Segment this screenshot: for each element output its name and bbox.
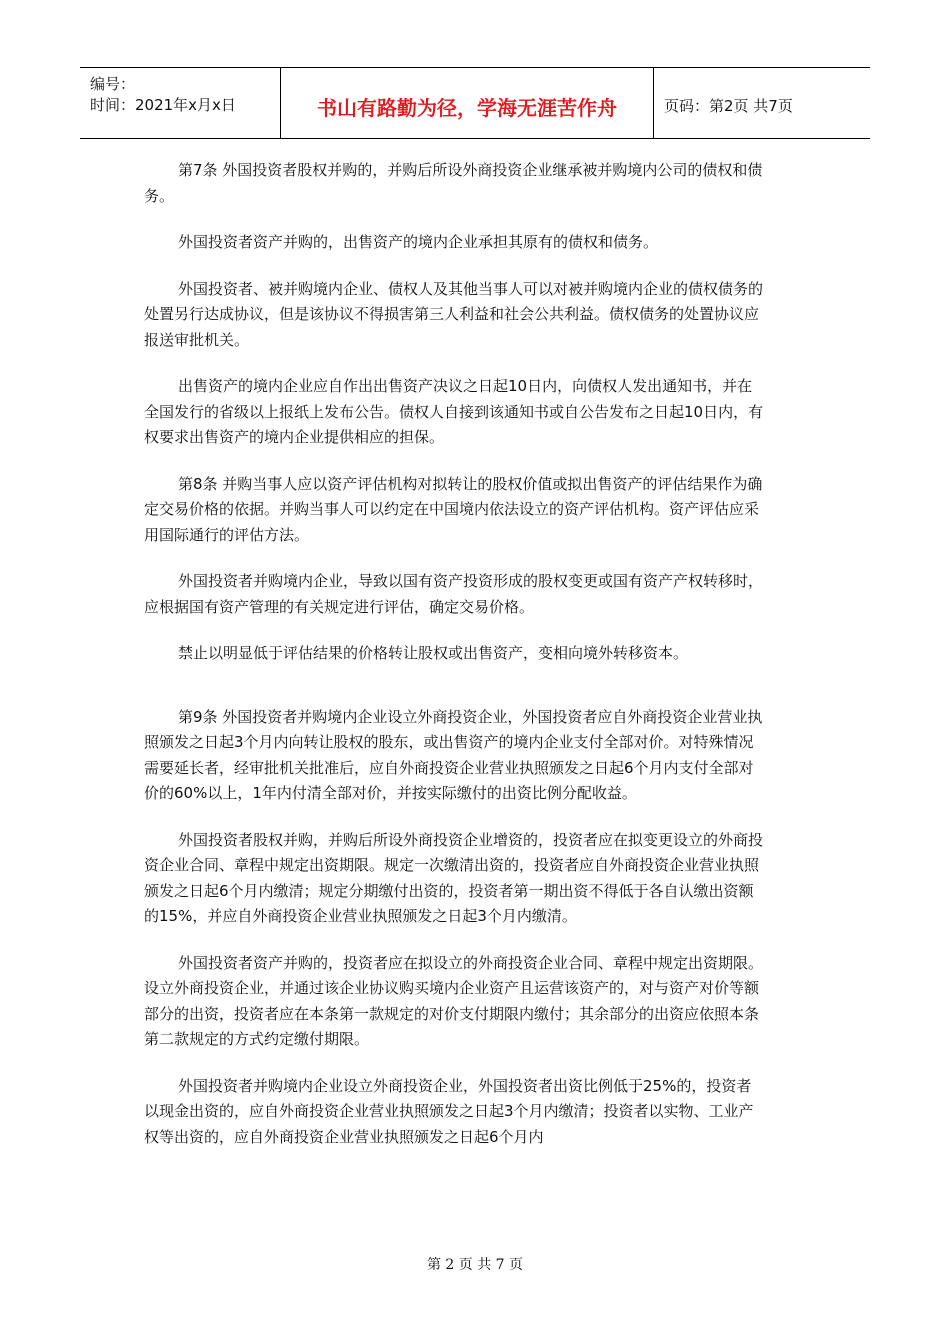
document-body bbox=[144, 158, 764, 1171]
article-8-paragraph: 第8条 并购当事人应以资产评估机构对拟转让的股权价值或拟出售资产的评估结果作为确定交易价格的依据。并购当事人可以约定在中国境内依法设立的资产评估机构。资产评估应采用国际通行的评估方法。 bbox=[144, 474, 763, 544]
date-label: 时间：2021年x月x日 bbox=[90, 96, 236, 114]
paragraph: 外国投资者股权并购，并购后所设外商投资企业增资的，投资者应在拟变更设立的外商投资企业合同、章程中规定出资期限。规定一次缴清出资的，投资者应自外商投资企业营业执照颁发之日起6个月内缴清；规定分期缴付出资的，投资者第一期出资不得低于各自认缴出资额的15%，并应自外商投资企业营业执照颁发之日起3个月内缴清。 bbox=[144, 830, 764, 925]
motto-text: 书山有路勤为径，学海无涯苦作舟 bbox=[317, 96, 617, 120]
article-9-paragraph: 第9条 外国投资者并购境内企业设立外商投资企业，外国投资者应自外商投资企业营业执照颁发之日起3个月内向转让股权的股东，或出售资产的境内企业支付全部对价。对特殊情况需要延长者，经审批机关批准后，应自外商投资企业营业执照颁发之日起6个月内支付全部对价的60%以上，1年内付清全部对价，并按实际缴付的出资比例分配收益。 bbox=[144, 707, 763, 802]
header-info-cell bbox=[80, 68, 281, 138]
page-header bbox=[80, 67, 870, 139]
paragraph: 外国投资者资产并购的，出售资产的境内企业承担其原有的债权和债务。 bbox=[178, 233, 659, 251]
paragraph: 出售资产的境内企业应自作出出售资产决议之日起10日内，向债权人发出通知书，并在全国发行的省级以上报纸上发布公告。债权人自接到该通知书或自公告发布之日起10日内，有权要求出售资产的境内企业提供相应的担保。 bbox=[144, 377, 764, 446]
number-label: 编号： bbox=[90, 75, 136, 93]
page-footer: 第 2 页 共 7 页 bbox=[426, 1257, 524, 1273]
header-page-cell bbox=[654, 68, 870, 138]
paragraph: 外国投资者并购境内企业，导致以国有资产投资形成的股权变更或国有资产产权转移时，应根据国有资产管理的有关规定进行评估，确定交易价格。 bbox=[144, 572, 764, 616]
paragraph: 禁止以明显低于评估结果的价格转让股权或出售资产，变相向境外转移资本。 bbox=[178, 644, 689, 662]
paragraph: 外国投资者并购境内企业设立外商投资企业，外国投资者出资比例低于25%的，投资者以现金出资的，应自外商投资企业营业执照颁发之日起3个月内缴清；投资者以实物、工业产权等出资的，应自外商投资企业营业执照颁发之日起6个月内 bbox=[144, 1076, 754, 1146]
page-number-label: 页码：第2页 共7页 bbox=[664, 97, 793, 115]
paragraph: 外国投资者、被并购境内企业、债权人及其他当事人可以对被并购境内企业的债权债务的处置另行达成协议，但是该协议不得损害第三人利益和社会公共利益。债权债务的处置协议应报送审批机关。 bbox=[144, 279, 764, 349]
article-7-paragraph: 第7条 外国投资者股权并购的，并购后所设外商投资企业继承被并购境内公司的债权和债务。 bbox=[144, 161, 763, 205]
header-motto-cell bbox=[281, 68, 654, 138]
paragraph: 外国投资者资产并购的，投资者应在拟设立的外商投资企业合同、章程中规定出资期限。设立外商投资企业，并通过该企业协议购买境内企业资产且运营该资产的，对与资产对价等额部分的出资，投资者应在本条第一款规定的对价支付期限内缴付；其余部分的出资应依照本条第二款规定的方式约定缴付期限。 bbox=[144, 953, 764, 1048]
